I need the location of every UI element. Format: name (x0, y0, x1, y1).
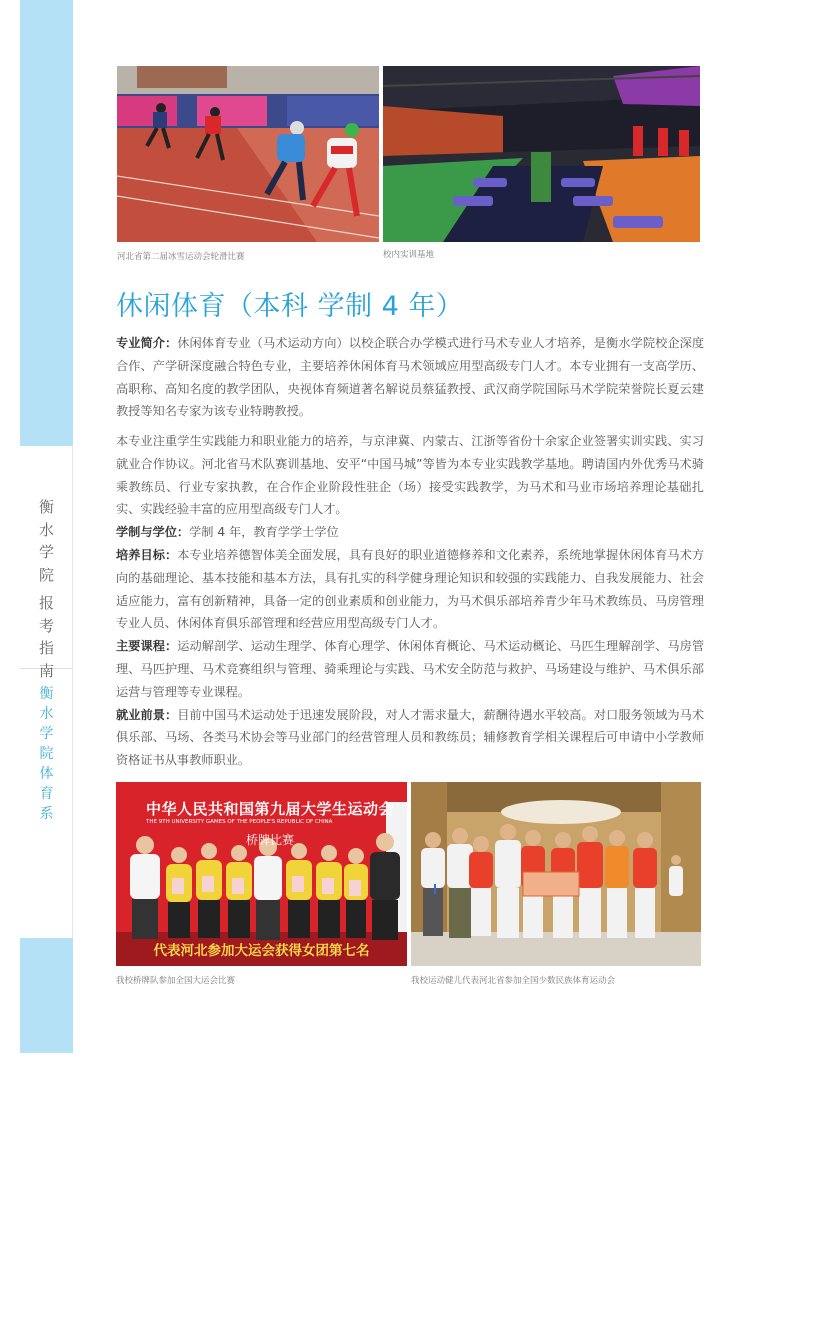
photo-bridge-team (116, 782, 407, 966)
photo-caption: 我校运动健儿代表河北省参加全国少数民族体育运动会 (411, 976, 616, 986)
sidebar-department (20, 684, 73, 824)
degree-text: 学制 4 年，教育学学士学位 (189, 525, 339, 540)
goal-label: 培养目标： (116, 547, 178, 562)
sidebar-char: 水 (39, 706, 54, 722)
sidebar-school-guide (20, 496, 73, 682)
sidebar-char: 体 (39, 766, 54, 782)
sidebar-char: 衡 (39, 686, 54, 702)
program-details (116, 430, 704, 772)
sidebar-char: 学 (38, 543, 54, 561)
photo-roller-skating (117, 66, 379, 242)
sidebar-char: 衡 (38, 498, 54, 516)
goal-text: 本专业培养德智体美全面发展，具有良好的职业道德修养和文化素养，系统地掌握休闲体育马术方向的基础理论、基本技能和基本方法，具有扎实的科学健身理论知识和较强的实践能力、自我发展能力、社会适应能力，富有创新精神，具备一定的创业素质和创业能力，为马术俱乐部培养青少年马术教练员、马房管理专业人员、休闲体育俱乐部管理和经营应用型高级专门人才。 (116, 547, 705, 631)
sidebar-char: 水 (38, 520, 54, 539)
sidebar-char: 指 (38, 639, 54, 657)
intro-paragraph (116, 332, 704, 423)
degree-label: 学制与学位： (116, 525, 190, 540)
courses-label: 主要课程： (116, 639, 178, 654)
photo-caption: 校内实训基地 (383, 250, 435, 260)
sidebar-char: 南 (38, 661, 54, 680)
photo-training-base-image (383, 66, 700, 242)
photo-athletes-image (411, 782, 701, 966)
courses-text: 运动解剖学、运动生理学、体育心理学、休闲体育概论、马术运动概论、马匹生理解剖学、马房管理、马匹护理、马术竞赛组织与管理、骑乘理论与实践、马术安全防范与救护、马场建设与维护、马术俱乐部运营与管理等专业课程。 (116, 639, 705, 699)
photo-athletes (411, 782, 701, 966)
sidebar-char: 育 (39, 786, 54, 802)
sidebar-top-band (20, 0, 73, 446)
sidebar-bottom-band (20, 938, 73, 1053)
banner-title: 中华人民共和国第九届大学生运动会 (146, 800, 395, 818)
prospects-text: 目前中国马术运动处于迅速发展阶段，对人才需求量大，薪酬待遇水平较高。对口服务领域为马术俱乐部、马场、各类马术协会等马业部门的经营管理人员和教练员；辅修教育学相关课程后可申请中小学教师资格证书从事教师职业。 (116, 707, 705, 768)
sidebar-char: 院 (39, 746, 54, 762)
intro-label: 专业简介： (116, 336, 178, 350)
photo-roller-skating-image (117, 66, 379, 242)
prospects-label: 就业前景： (116, 707, 178, 722)
sidebar-char: 报 (38, 594, 54, 612)
photo-training-base (383, 66, 700, 242)
sidebar-char: 院 (38, 565, 54, 584)
page-title: 休闲体育（本科 学制 4 年） (116, 291, 464, 322)
practice-paragraph: 本专业注重学生实践能力和职业能力的培养，与京津冀、内蒙古、江浙等省份十余家企业签署实训实践、实习就业合作协议。河北省马术队赛训基地、安平“中国马城”等皆为本专业实践教学基地。聘请国内外优秀马术骑乘教练员、行业专家执教，在合作企业阶段性驻企（场）接受实践教学，为马术和马业市场培养理论基础扎实、实践经验丰富的应用型高级专门人才。 (116, 434, 704, 517)
sidebar-char: 学 (39, 726, 54, 742)
sidebar-char: 考 (38, 616, 54, 635)
intro-text: 休闲体育专业（马术运动方向）以校企联合办学模式进行马术专业人才培养，是衡水学院校企深度合作、产学研深度融合特色专业，主要培养休闲体育马术领域应用型高级专门人才。本专业拥有一支高学历、高职称、高知名度的教学团队，央视体育频道著名解说员蔡猛教授、武汉商学院国际马术学院荣誉院长夏云建教授等知名专家为该专业特聘教授。 (116, 336, 705, 419)
banner-subtitle-en: THE 9TH UNIVERSITY GAMES OF THE PEOPLE'S REPUBLIC OF CHINA (146, 819, 333, 825)
photo-caption: 河北省第二届冰雪运动会轮滑比赛 (117, 252, 245, 262)
photo-caption: 我校桥牌队参加全国大运会比赛 (116, 976, 236, 986)
sidebar-char: 系 (39, 806, 54, 822)
photo-overlay-text: 代表河北参加大运会获得女团第七名 (153, 943, 370, 959)
banner-event: 桥牌比赛 (246, 833, 295, 847)
